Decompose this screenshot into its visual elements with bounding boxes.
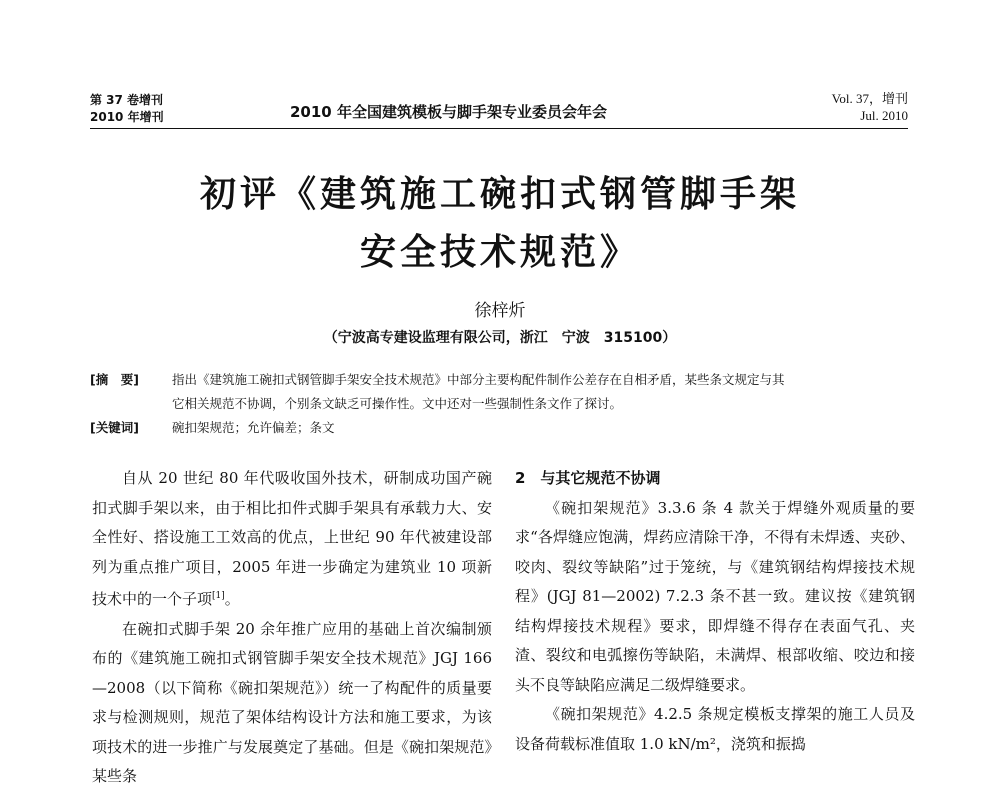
- abstract-label: [摘 要]: [90, 372, 139, 387]
- paper-title-line1: 初评《建筑施工碗扣式钢管脚手架: [199, 173, 800, 215]
- paragraph-text: 自从 20 世纪 80 年代吸收国外技术，研制成功国产碗扣式脚手架以来，由于相比扣件式脚手架具有承载力大、安全性好、搭设施工工效高的优点，上世纪 90 年代被建设部列为重点推广项目，2005 年进一步确定为建筑业 10 项新技术中的一个子项: [92, 469, 492, 608]
- abstract-text-1: 指出《建筑施工碗扣式钢管脚手架安全技术规范》中部分主要构配件制作公差存在自相矛盾，某些条文规定与其: [172, 372, 785, 387]
- section-heading: 2 与其它规范不协调: [515, 469, 661, 487]
- author-name: 徐梓炘: [474, 301, 526, 321]
- volume-label: 第 37 卷增刊: [90, 93, 164, 107]
- keywords-label: [关键词]: [90, 420, 139, 435]
- year-label: 2010 年增刊: [90, 110, 164, 124]
- abstract-row-1: [90, 368, 910, 392]
- running-header-center: 2010 年全国建筑模板与脚手架专业委员会年会: [290, 103, 607, 121]
- paragraph-end: 。: [224, 590, 240, 608]
- keywords-text: 碗扣架规范；允许偏差；条文: [172, 420, 335, 435]
- body-paragraph: 在碗扣式脚手架 20 余年推广应用的基础上首次编制颁布的《建筑施工碗扣式钢管脚手架安全技术规范》JGJ 166—2008（以下简称《碗扣架规范》）统一了构配件的质量要求与检测规则，规范了架体结构设计方法和施工要求，为该项技术的进一步推广与发展奠定了基础。但是《碗扣架规范》某些条: [92, 619, 492, 785]
- header-rule: [90, 128, 908, 129]
- abstract-block: [90, 368, 910, 440]
- running-header-right: [832, 90, 908, 124]
- running-header-left: [90, 92, 164, 126]
- paper-title-line2: 安全技术规范》: [359, 231, 640, 273]
- citation-ref: [1]: [212, 591, 225, 601]
- abstract-text-2: 它相关规范不协调，个别条文缺乏可操作性。文中还对一些强制性条文作了探讨。: [172, 396, 623, 411]
- body-paragraph: 《碗扣架规范》3.3.6 条 4 款关于焊缝外观质量的要求“各焊缝应饱满，焊药应清除干净，不得有未焊透、夹砂、咬肉、裂纹等缺陷”过于笼统，与《建筑钢结构焊接技术规程》(JGJ 81—2002) 7.2.3 条不甚一致。建议按《建筑钢结构焊接技术规程》要求，即焊缝不得存在表面气孔、夹渣、裂纹和电弧擦伤等缺陷，未满焊、根部收缩、咬边和接头不良等缺陷应满足二级焊缝要求。: [515, 498, 915, 694]
- body-paragraph: [92, 464, 492, 615]
- body-column-right: [515, 464, 915, 759]
- keywords-row: [90, 416, 910, 440]
- body-column-left: [92, 464, 492, 792]
- date-label-en: Jul. 2010: [860, 108, 908, 123]
- volume-label-en: Vol. 37，增刊: [831, 91, 908, 106]
- author-affiliation: （宁波高专建设监理有限公司，浙江 宁波 315100）: [323, 330, 677, 346]
- body-paragraph: 《碗扣架规范》4.2.5 条规定模板支撑架的施工人员及设备荷载标准值取 1.0 kN/m²，浇筑和振捣: [515, 705, 915, 753]
